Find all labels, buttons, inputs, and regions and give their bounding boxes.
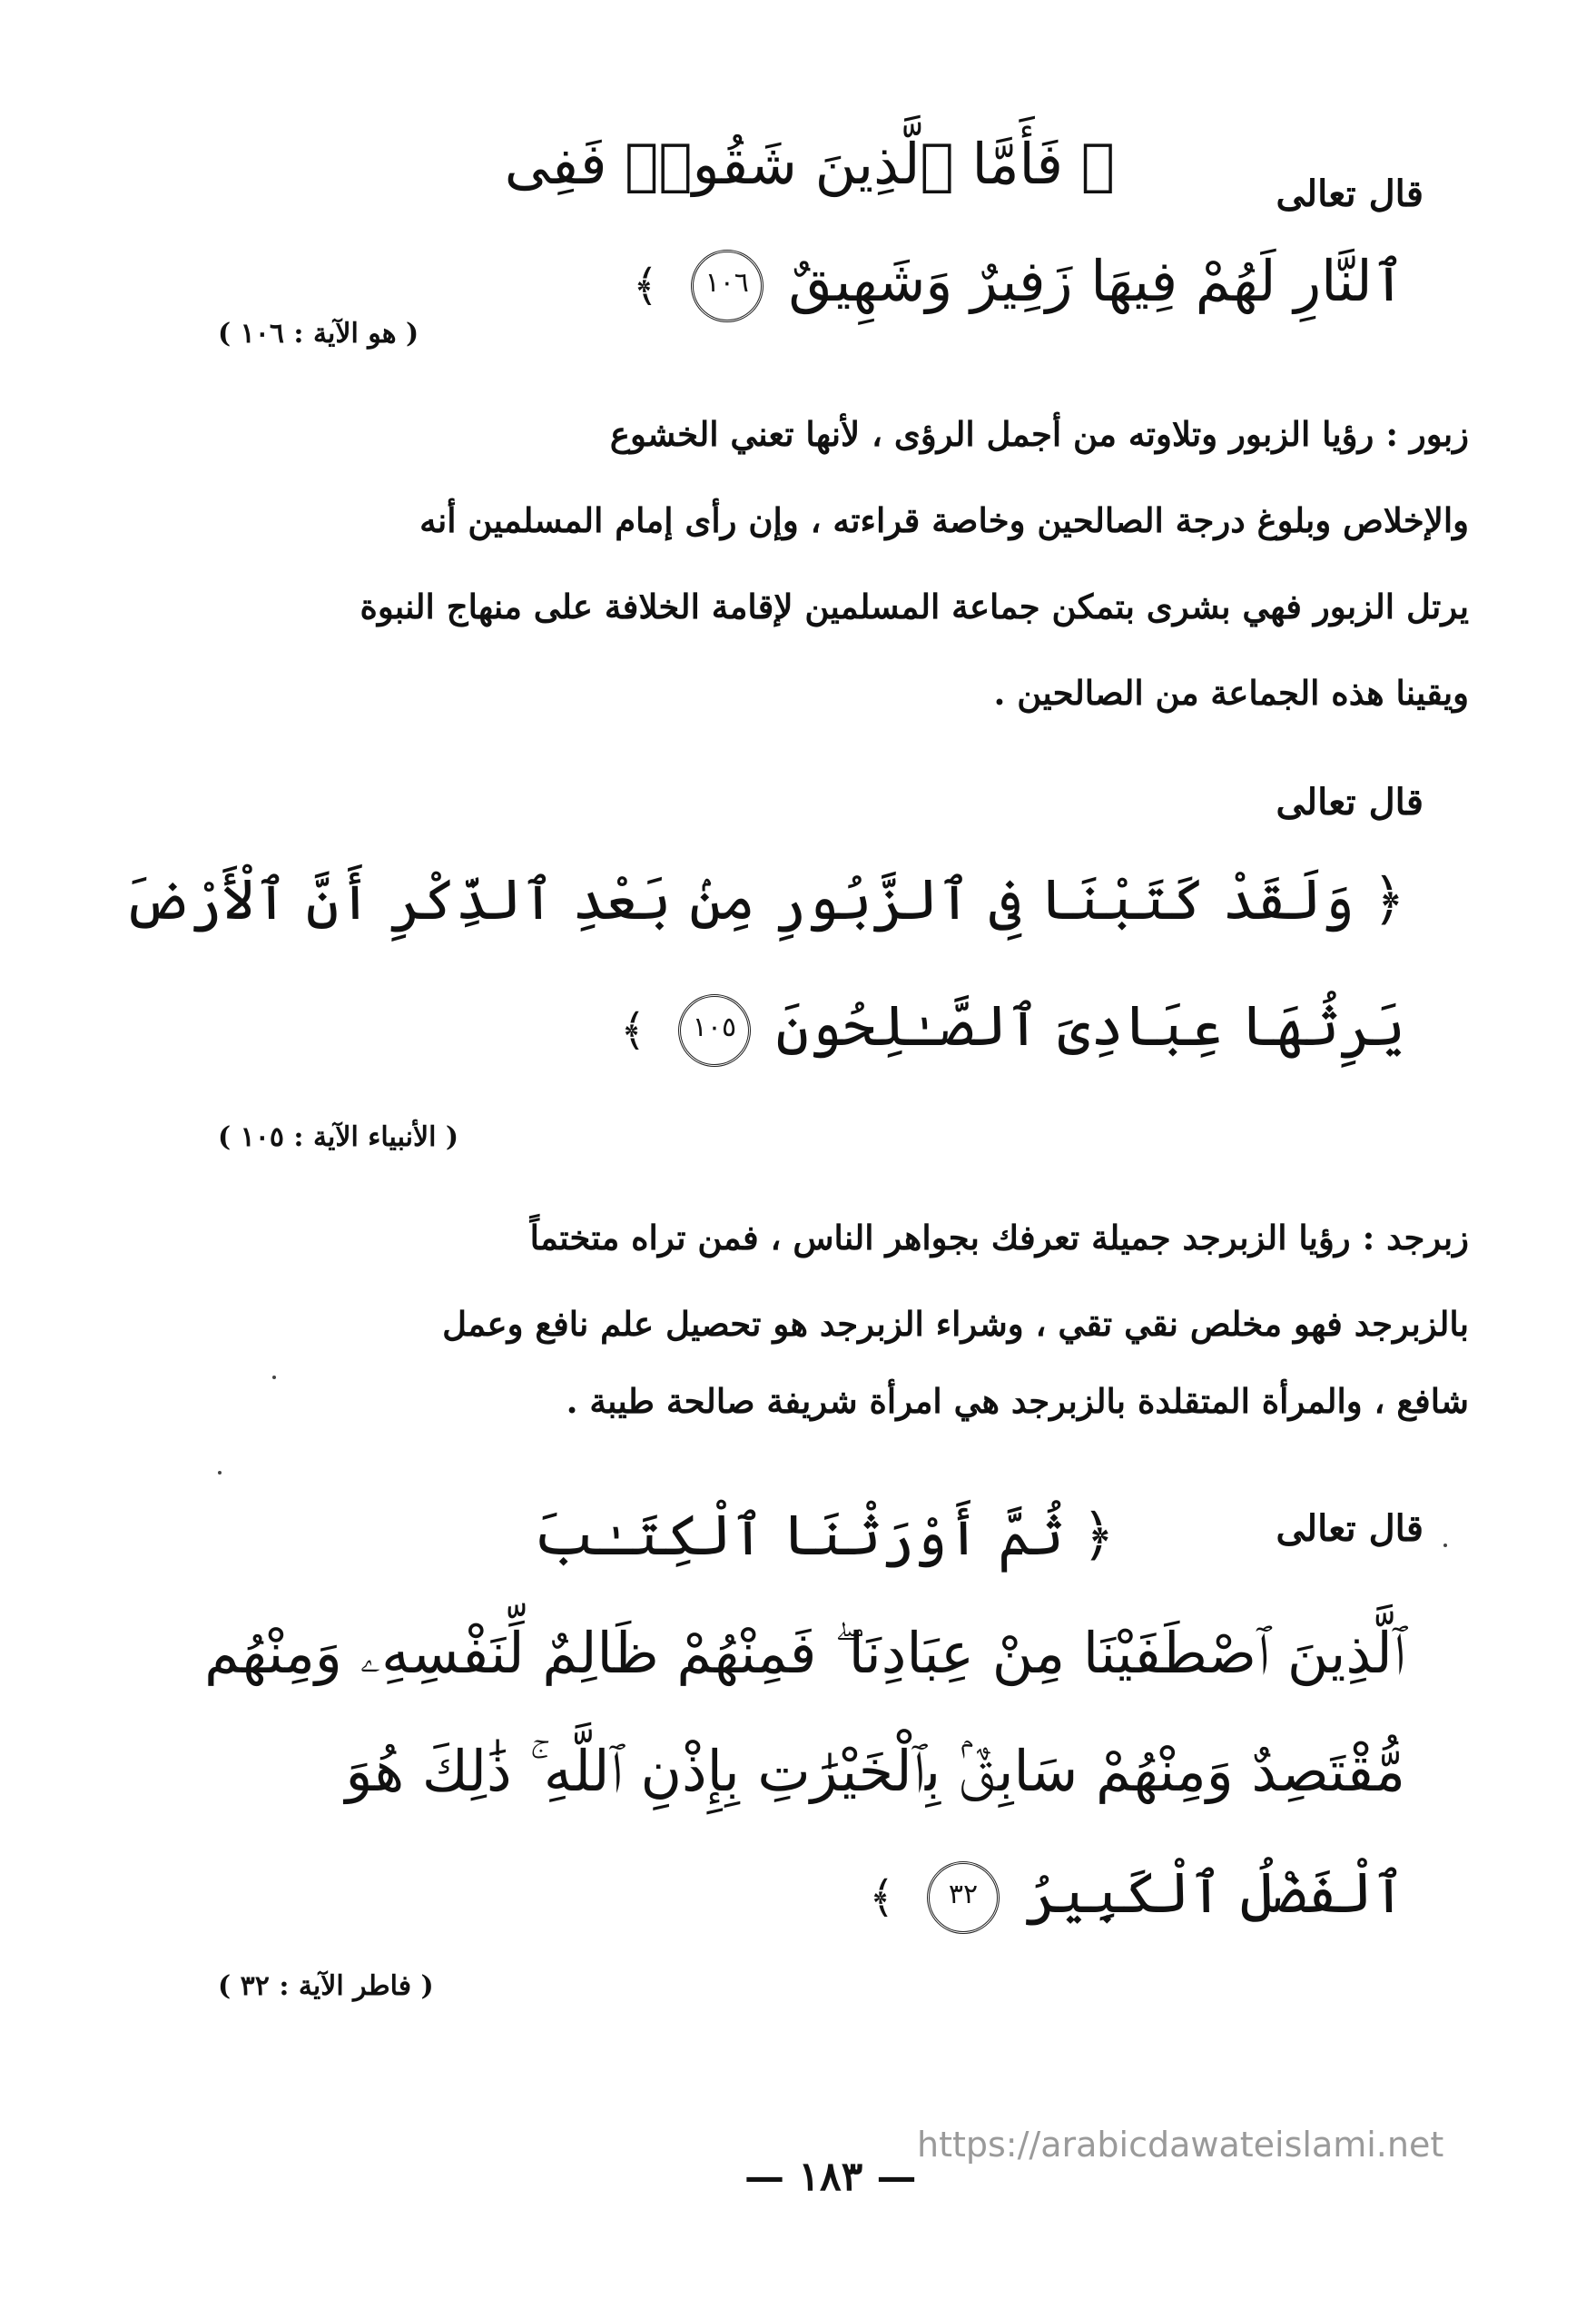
scan-speck xyxy=(218,1471,222,1475)
section3-label: قال تعالى xyxy=(1276,1507,1424,1550)
section1-closing-brace: ﴾ xyxy=(632,261,659,312)
section3-verse-line3: مُّقْتَصِدٌ وَمِنْهُمْ سَابِقٌۢ بِٱلْخَيْرَٰتِ بِإِذْنِ ٱللَّهِ ۚ ذَٰلِكَ هُوَ xyxy=(345,1738,1405,1804)
section1-verse-line2 xyxy=(626,250,1405,322)
section1-verse-line1: ﴿ فَأَمَّا ٱلَّذِينَ شَقُوا۟ فَفِى xyxy=(504,131,1115,197)
section3-ayah-number: ٣٢ xyxy=(927,1861,1000,1934)
zabur-line1-text: رؤيا الزبور وتلاوته من أجمل الرؤى ، لأنها تعني الخشوع xyxy=(609,414,1374,454)
zabarjad-line2: بالزبرجد فهو مخلص نقي تقي ، وشراء الزبرجد هو تحصيل علم نافع وعمل xyxy=(442,1304,1469,1344)
section3-reference: ( فاطر الآية : ٣٢ ) xyxy=(218,1970,434,2002)
section2-label: قال تعالى xyxy=(1276,781,1424,824)
section2-reference: ( الأنبياء الآية : ١٠٥ ) xyxy=(218,1121,459,1153)
scan-speck xyxy=(1443,1544,1447,1547)
section1-ayah-number: ١٠٦ xyxy=(691,250,764,322)
section2-ayah-number: ١٠٥ xyxy=(678,994,751,1067)
section3-verse-line1: ﴿ ثُمَّ أَوْرَثْنَا ٱلْكِتَـٰبَ xyxy=(533,1502,1115,1568)
zabarjad-line1-text: رؤيا الزبرجد جميلة تعرفك بجواهر الناس ، فمن تراه متختماً xyxy=(529,1218,1351,1258)
watermark-url: https://arabicdawateislami.net xyxy=(917,2125,1444,2165)
zabur-line4: ويقينا هذه الجماعة من الصالحين . xyxy=(993,673,1469,713)
section3-verse-line2: ٱلَّذِينَ ٱصْطَفَيْنَا مِنْ عِبَادِنَا ۖ فَمِنْهُمْ ظَالِمٌ لِّنَفْسِهِۦ وَمِنْهُم xyxy=(204,1620,1405,1686)
section3-verse-line4-text: ٱلْفَضْلُ ٱلْكَبِيرُ xyxy=(1024,1859,1405,1927)
zabur-line2: والإخلاص وبلوغ درجة الصالحين وخاصة قراءته ، وإن رأى إمام المسلمين أنه xyxy=(419,500,1469,540)
zabarjad-term: زبرجد : xyxy=(1362,1218,1469,1258)
zabarjad-line1 xyxy=(529,1218,1469,1258)
zabarjad-line3: شافع ، والمرأة المتقلدة بالزبرجد هي امرأة شريفة صالحة طيبة . xyxy=(566,1381,1469,1421)
section3-closing-brace: ﴾ xyxy=(869,1872,895,1924)
zabur-term: زبور : xyxy=(1385,414,1469,454)
section2-verse-line1: ﴿ وَلَقَدْ كَتَبْنَا فِى ٱلزَّبُورِ مِنۢ بَعْدِ ٱلذِّكْرِ أَنَّ ٱلْأَرْضَ xyxy=(123,866,1405,932)
zabarjad-entry xyxy=(125,1218,1469,1466)
zabur-line1 xyxy=(609,414,1469,454)
section2-verse-line2-text: يَرِثُهَا عِبَادِىَ ٱلصَّـٰلِحُونَ xyxy=(775,992,1405,1060)
section3-verse-line4 xyxy=(862,1861,1405,1934)
section2-closing-brace: ﴾ xyxy=(620,1005,646,1057)
section1-reference: ( هو الآية : ١٠٦ ) xyxy=(218,318,419,350)
section1-label: قال تعالى xyxy=(1276,173,1424,215)
section2-verse-line2 xyxy=(613,994,1405,1067)
zabur-line3: يرتل الزبور فهي بشرى بتمكن جماعة المسلمين لإقامة الخلافة على منهاج النبوة xyxy=(360,587,1469,626)
zabur-entry xyxy=(125,414,1469,745)
page-number: — ١٨٣ — xyxy=(744,2154,917,2200)
section1-verse-line2-text: ٱلنَّارِ لَهُمْ فِيهَا زَفِيرٌ وَشَهِيقٌ xyxy=(788,248,1405,315)
scan-speck xyxy=(272,1376,276,1379)
